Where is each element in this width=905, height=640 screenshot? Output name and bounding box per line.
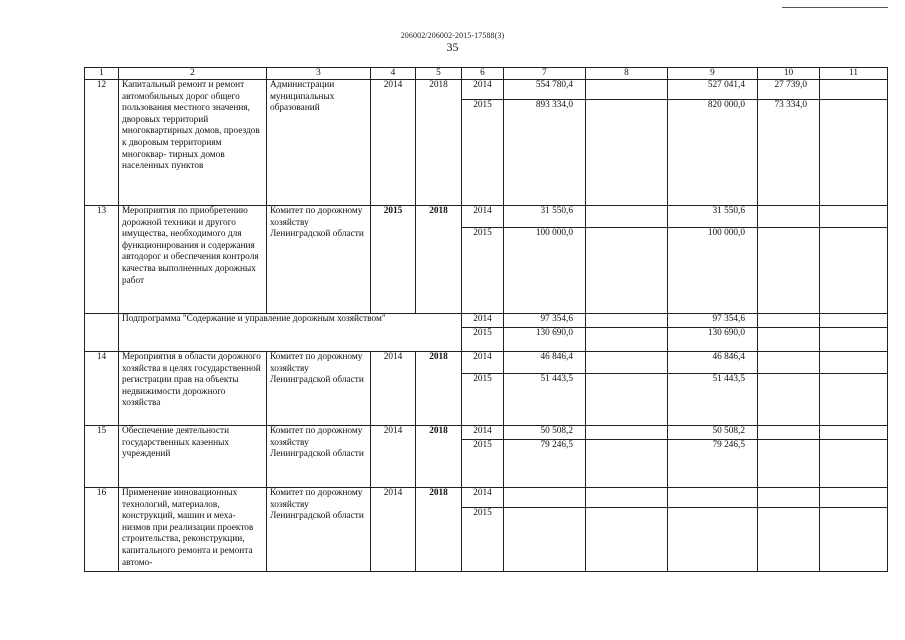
subprogram-title: Подпрограмма "Содержание и управление дорожным хозяйством" bbox=[119, 314, 462, 352]
other-value bbox=[820, 314, 888, 328]
regional-value: 130 690,0 bbox=[668, 328, 758, 352]
measure-title: Мероприятия по приобретению дорожной техники и другого имущества, необходимого для функционирования и содержания автодорог и обеспечения контроля качества выполненных дорожных работ bbox=[119, 206, 267, 314]
column-header: 6 bbox=[462, 68, 504, 80]
local-value bbox=[758, 328, 820, 352]
other-value bbox=[820, 426, 888, 440]
column-header: 11 bbox=[820, 68, 888, 80]
year: 2014 bbox=[462, 206, 504, 228]
column-header: 2 bbox=[119, 68, 267, 80]
local-value: 73 334,0 bbox=[758, 100, 820, 206]
federal-value bbox=[586, 488, 668, 508]
year: 2014 bbox=[462, 352, 504, 374]
other-value bbox=[820, 508, 888, 572]
federal-value bbox=[586, 206, 668, 228]
other-value bbox=[820, 100, 888, 206]
measure-title: Применение инновационных технологий, материалов, конструкций, машин и меха- низмов при реализации проектов строительства, реконструкции, капитального ремонта и ремонта автомо- bbox=[119, 488, 267, 572]
regional-value: 820 000,0 bbox=[668, 100, 758, 206]
federal-value bbox=[586, 440, 668, 488]
subprogram-row bbox=[85, 314, 888, 328]
regional-value: 100 000,0 bbox=[668, 228, 758, 314]
total-value: 100 000,0 bbox=[504, 228, 586, 314]
other-value bbox=[820, 206, 888, 228]
table-row bbox=[85, 488, 888, 508]
column-header: 10 bbox=[758, 68, 820, 80]
executor: Комитет по дорожному хозяйству Ленинградской области bbox=[267, 206, 371, 314]
year: 2014 bbox=[462, 426, 504, 440]
other-value bbox=[820, 440, 888, 488]
table-row bbox=[85, 206, 888, 228]
column-header: 7 bbox=[504, 68, 586, 80]
column-header: 1 bbox=[85, 68, 119, 80]
year: 2015 bbox=[462, 508, 504, 572]
federal-value bbox=[586, 352, 668, 374]
year: 2015 bbox=[462, 228, 504, 314]
table-row bbox=[85, 352, 888, 374]
year: 2014 bbox=[462, 314, 504, 328]
row-number: 14 bbox=[85, 352, 119, 426]
regional-value: 46 846,4 bbox=[668, 352, 758, 374]
federal-value bbox=[586, 374, 668, 426]
row-number: 12 bbox=[85, 80, 119, 206]
other-value bbox=[820, 374, 888, 426]
year: 2015 bbox=[462, 440, 504, 488]
local-value: 27 739,0 bbox=[758, 80, 820, 100]
federal-value bbox=[586, 228, 668, 314]
local-value bbox=[758, 374, 820, 426]
column-header: 9 bbox=[668, 68, 758, 80]
year: 2014 bbox=[462, 80, 504, 100]
local-value bbox=[758, 440, 820, 488]
other-value bbox=[820, 228, 888, 314]
federal-value bbox=[586, 426, 668, 440]
executor: Комитет по дорожному хозяйству Ленинградской области bbox=[267, 488, 371, 572]
start-year: 2014 bbox=[371, 352, 416, 426]
regional-value: 31 550,6 bbox=[668, 206, 758, 228]
column-header: 5 bbox=[416, 68, 462, 80]
program-table bbox=[84, 67, 888, 572]
local-value bbox=[758, 426, 820, 440]
table-row bbox=[85, 426, 888, 440]
document-id: 206002/206002-2015-17588(3) bbox=[400, 31, 505, 40]
federal-value bbox=[586, 100, 668, 206]
executor: Комитет по дорожному хозяйству Ленинградской области bbox=[267, 426, 371, 488]
local-value bbox=[758, 206, 820, 228]
total-value: 97 354,6 bbox=[504, 314, 586, 328]
row-number: 15 bbox=[85, 426, 119, 488]
total-value: 51 443,5 bbox=[504, 374, 586, 426]
regional-value bbox=[668, 508, 758, 572]
regional-value bbox=[668, 488, 758, 508]
regional-value: 51 443,5 bbox=[668, 374, 758, 426]
row-number bbox=[85, 314, 119, 352]
total-value: 893 334,0 bbox=[504, 100, 586, 206]
end-year: 2018 bbox=[416, 80, 462, 206]
column-header: 8 bbox=[586, 68, 668, 80]
year: 2014 bbox=[462, 488, 504, 508]
total-value: 46 846,4 bbox=[504, 352, 586, 374]
total-value: 554 780,4 bbox=[504, 80, 586, 100]
end-year: 2018 bbox=[416, 488, 462, 572]
federal-value bbox=[586, 80, 668, 100]
measure-title: Капитальный ремонт и ремонт автомобильных дорог общего пользования местного значения, дворовых территорий многоквартирных домов, проездов к дворовым территориям многоквар- тирных домов населенных пунктов bbox=[119, 80, 267, 206]
row-number: 13 bbox=[85, 206, 119, 314]
end-year: 2018 bbox=[416, 426, 462, 488]
federal-value bbox=[586, 328, 668, 352]
regional-value: 50 508,2 bbox=[668, 426, 758, 440]
other-value bbox=[820, 352, 888, 374]
other-value bbox=[820, 328, 888, 352]
regional-value: 79 246,5 bbox=[668, 440, 758, 488]
total-value: 79 246,5 bbox=[504, 440, 586, 488]
measure-title: Обеспечение деятельности государственных казенных учреждений bbox=[119, 426, 267, 488]
total-value: 50 508,2 bbox=[504, 426, 586, 440]
other-value bbox=[820, 488, 888, 508]
start-year: 2014 bbox=[371, 80, 416, 206]
table-row bbox=[85, 80, 888, 100]
total-value bbox=[504, 508, 586, 572]
executor: Комитет по дорожному хозяйству Ленинградской области bbox=[267, 352, 371, 426]
local-value bbox=[758, 352, 820, 374]
federal-value bbox=[586, 508, 668, 572]
year: 2015 bbox=[462, 328, 504, 352]
local-value bbox=[758, 488, 820, 508]
row-number: 16 bbox=[85, 488, 119, 572]
column-header: 3 bbox=[267, 68, 371, 80]
local-value bbox=[758, 508, 820, 572]
page-number: 35 bbox=[446, 40, 459, 54]
year: 2015 bbox=[462, 374, 504, 426]
federal-value bbox=[586, 314, 668, 328]
total-value bbox=[504, 488, 586, 508]
start-year: 2014 bbox=[371, 426, 416, 488]
total-value: 31 550,6 bbox=[504, 206, 586, 228]
top-rule bbox=[782, 7, 888, 8]
start-year: 2014 bbox=[371, 488, 416, 572]
column-header: 4 bbox=[371, 68, 416, 80]
end-year: 2018 bbox=[416, 352, 462, 426]
regional-value: 97 354,6 bbox=[668, 314, 758, 328]
start-year: 2015 bbox=[371, 206, 416, 314]
year: 2015 bbox=[462, 100, 504, 206]
local-value bbox=[758, 314, 820, 328]
local-value bbox=[758, 228, 820, 314]
executor: Администрации муниципальных образований bbox=[267, 80, 371, 206]
other-value bbox=[820, 80, 888, 100]
regional-value: 527 041,4 bbox=[668, 80, 758, 100]
column-number-row bbox=[85, 68, 888, 80]
total-value: 130 690,0 bbox=[504, 328, 586, 352]
end-year: 2018 bbox=[416, 206, 462, 314]
measure-title: Мероприятия в области дорожного хозяйства в целях государственной регистрации прав на объекты недвижимости дорожного хозяйства bbox=[119, 352, 267, 426]
